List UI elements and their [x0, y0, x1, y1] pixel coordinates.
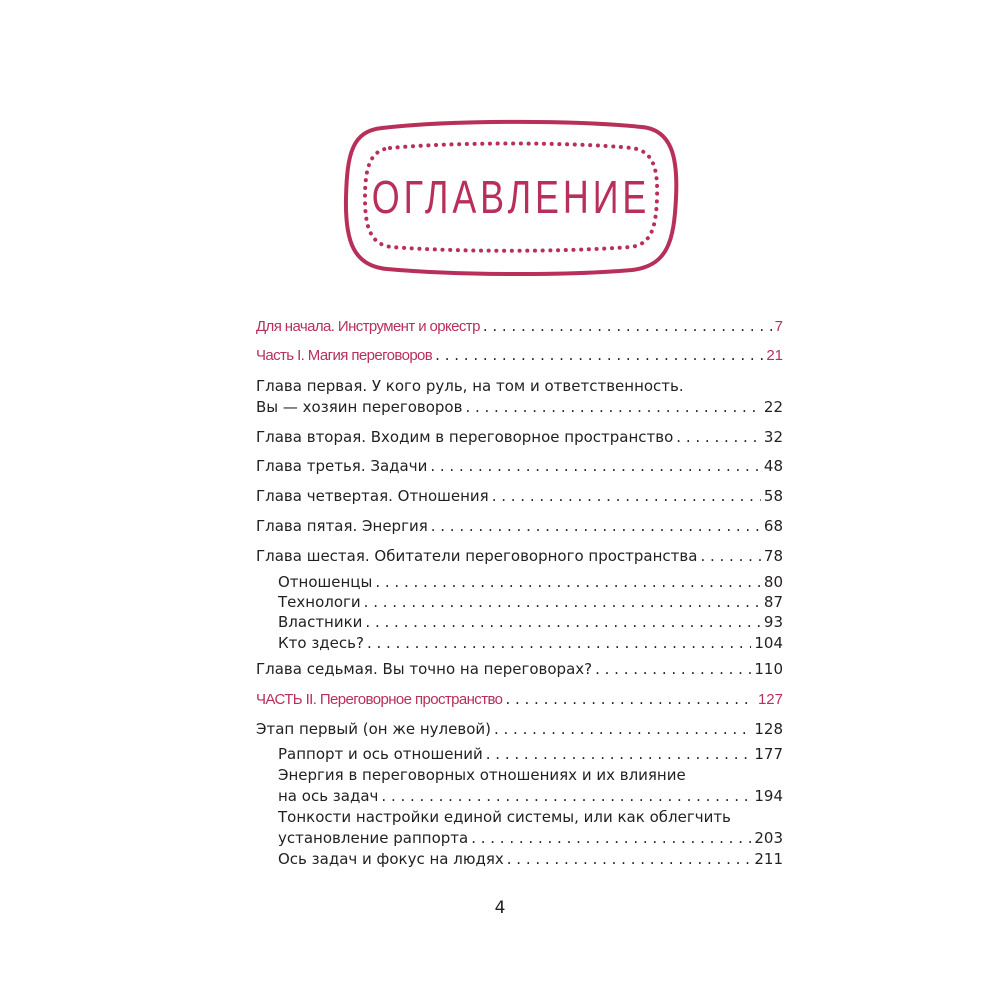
toc-entry-page: 127	[757, 691, 783, 708]
toc-entry-title: Глава четвертая. Отношения	[256, 487, 489, 505]
toc-entry-section[interactable]	[278, 850, 783, 868]
toc-entry-page: 211	[754, 850, 783, 868]
toc-entry-page: 7	[774, 318, 783, 335]
toc-entry-section[interactable]	[278, 573, 783, 591]
toc-entry-section[interactable]	[278, 634, 783, 652]
toc-entry-title: Часть I. Магия переговоров	[256, 347, 433, 364]
page-title: ОГЛАВЛЕНИЕ	[371, 171, 651, 223]
dot-leader	[492, 487, 761, 505]
toc-entry-title: Вы — хозяин переговоров	[256, 398, 463, 416]
toc-entry-page: 194	[754, 787, 783, 805]
dot-leader	[595, 660, 751, 678]
dot-leader	[375, 573, 761, 591]
toc-entry-title: Технологи	[278, 593, 361, 611]
toc-entry-title-line1: Тонкости настройки единой системы, или как облегчить	[278, 808, 731, 826]
toc-entry-title: Глава третья. Задачи	[256, 457, 428, 475]
dot-leader	[367, 634, 751, 652]
toc-entry-section[interactable]	[278, 808, 783, 847]
toc-entry-page: 32	[763, 428, 783, 446]
dot-leader	[364, 593, 761, 611]
toc-entry-page: 58	[763, 487, 783, 505]
dot-leader	[700, 547, 760, 565]
toc-entry-page: 177	[754, 745, 783, 763]
toc-entry-part[interactable]	[256, 317, 783, 336]
dot-leader	[505, 690, 755, 708]
toc-entry-section[interactable]	[278, 613, 783, 631]
toc-entry-page: 21	[766, 347, 783, 364]
dot-leader	[430, 457, 761, 475]
dot-leader	[465, 398, 760, 416]
toc-entry-part[interactable]	[256, 346, 783, 365]
toc-entry-chapter[interactable]	[256, 487, 783, 505]
toc-entry-chapter[interactable]	[256, 428, 783, 446]
toc-entry-page: 22	[763, 398, 783, 416]
toc-entry-chapter[interactable]	[256, 457, 783, 475]
toc-entry-title: Кто здесь?	[278, 634, 364, 652]
toc-entry-page: 110	[754, 660, 783, 678]
dot-leader	[471, 829, 751, 847]
toc-entry-chapter[interactable]	[256, 377, 783, 416]
toc-entry-part[interactable]	[256, 690, 783, 709]
dot-leader	[381, 787, 751, 805]
toc-entry-chapter[interactable]	[256, 720, 783, 738]
dot-leader	[431, 517, 761, 535]
toc-entry-title: Для начала. Инструмент и оркестр	[256, 318, 480, 335]
toc-entry-page: 93	[763, 613, 783, 631]
toc-entry-title: Раппорт и ось отношений	[278, 745, 483, 763]
toc-entry-title: Глава пятая. Энергия	[256, 517, 428, 535]
toc-entry-page: 80	[763, 573, 783, 591]
page-number: 4	[494, 898, 506, 918]
toc-entry-page: 78	[763, 547, 783, 565]
toc-entry-page: 104	[754, 634, 783, 652]
toc-entry-title: Отношенцы	[278, 573, 373, 591]
toc-entry-title-line1: Глава первая. У кого руль, на том и ответственность.	[256, 377, 684, 395]
toc-entry-title: Властники	[278, 613, 363, 631]
dot-leader	[435, 346, 763, 364]
dot-leader	[365, 613, 760, 631]
toc-entry-chapter[interactable]	[256, 517, 783, 535]
toc-entry-title: установление раппорта	[278, 829, 469, 847]
toc-entry-page: 68	[763, 517, 783, 535]
toc-entry-page: 128	[754, 720, 783, 738]
dot-leader	[507, 850, 752, 868]
toc-entry-title: Этап первый (он же нулевой)	[256, 720, 491, 738]
dot-leader	[494, 720, 751, 738]
toc-entry-section[interactable]	[278, 766, 783, 805]
toc-title-badge	[342, 118, 680, 276]
toc-entry-page: 87	[763, 593, 783, 611]
toc-entry-page: 48	[763, 457, 783, 475]
toc-entry-page: 203	[754, 829, 783, 847]
dot-leader	[483, 317, 772, 335]
toc-entry-section[interactable]	[278, 593, 783, 611]
toc-entry-title-line1: Энергия в переговорных отношениях и их влияние	[278, 766, 686, 784]
toc-entry-chapter[interactable]	[256, 547, 783, 565]
toc-entry-title: Глава вторая. Входим в переговорное пространство	[256, 428, 674, 446]
dot-leader	[676, 428, 761, 446]
toc-entry-title: Глава шестая. Обитатели переговорного пространства	[256, 547, 698, 565]
toc-entry-chapter[interactable]	[256, 660, 783, 678]
toc-entry-section[interactable]	[278, 745, 783, 763]
dot-leader	[486, 745, 752, 763]
toc-entry-title: ЧАСТЬ II. Переговорное пространство	[256, 691, 503, 708]
toc-entry-title: Глава седьмая. Вы точно на переговорах?	[256, 660, 593, 678]
toc-entry-title: Ось задач и фокус на людях	[278, 850, 504, 868]
toc-entry-title: на ось задач	[278, 787, 379, 805]
